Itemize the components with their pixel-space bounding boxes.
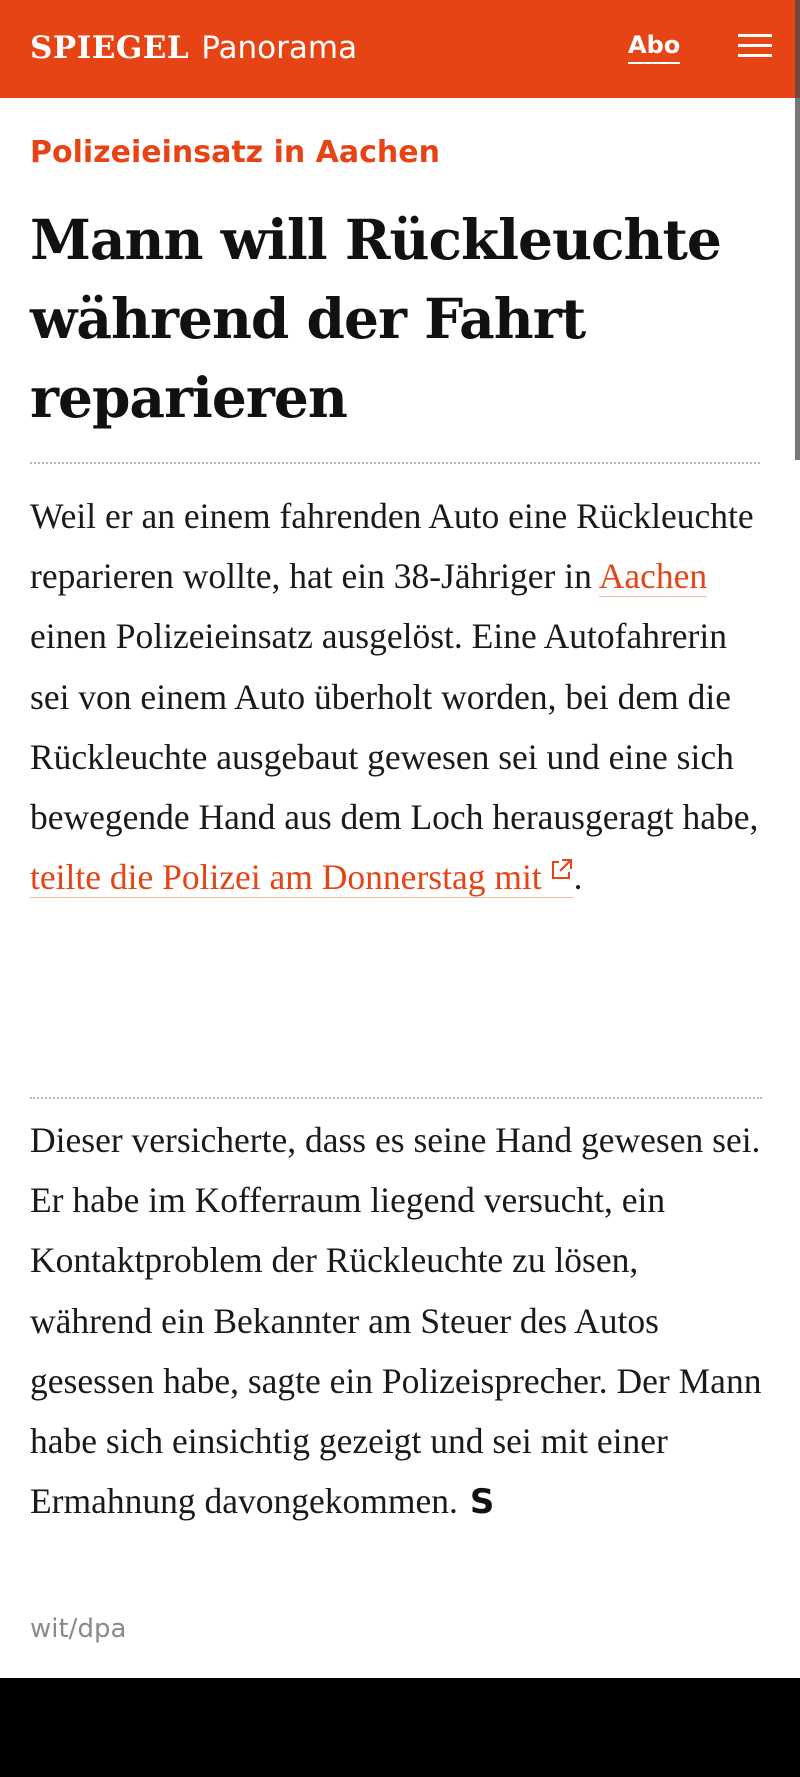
link-text[interactable]: teilte die Polizei am Donnerstag mit bbox=[30, 857, 542, 898]
link-police-statement[interactable] bbox=[30, 857, 574, 898]
article-headline: Mann will Rückleuchte während der Fahrt reparieren bbox=[30, 207, 721, 430]
top-navigation-bar bbox=[0, 0, 800, 98]
divider bbox=[30, 462, 760, 464]
link-aachen[interactable]: Aachen bbox=[598, 556, 708, 597]
external-link-icon bbox=[548, 857, 574, 883]
spiegel-end-mark-icon: S bbox=[469, 1482, 495, 1523]
scrollbar[interactable] bbox=[795, 0, 800, 460]
divider bbox=[30, 1097, 762, 1099]
paragraph-text: . bbox=[573, 857, 583, 898]
article-paragraph-2 bbox=[30, 1110, 765, 1532]
abo-link[interactable]: Abo bbox=[628, 30, 680, 64]
article-kicker: Polizeieinsatz in Aachen bbox=[30, 135, 440, 170]
paragraph-text: Dieser versicherte, dass es seine Hand gewesen sei. Er habe im Kofferraum liegend versucht, ein Kontaktproblem der Rückleuchte zu lösen, während ein Bekannter am Steuer des Autos gesessen habe, sagte ein Polizeisprecher. Der Mann habe sich einsichtig gezeigt und sei mit einer Ermahnung davongekommen. bbox=[30, 1120, 762, 1522]
hamburger-menu-icon[interactable] bbox=[738, 32, 772, 60]
article-paragraph-1 bbox=[30, 486, 765, 907]
section-name[interactable]: Panorama bbox=[201, 30, 358, 66]
brand[interactable] bbox=[30, 22, 357, 74]
spiegel-logo[interactable]: SPIEGEL bbox=[30, 30, 190, 66]
paragraph-text: Weil er an einem fahrenden Auto eine Rückleuchte reparieren wollte, hat ein 38-Jähriger in bbox=[30, 496, 754, 597]
paragraph-text: einen Polizeieinsatz ausgelöst. Eine Autofahrerin sei von einem Auto überholt worden, bei dem die Rückleuchte ausgebaut gewesen sei und eine sich bewegende Hand aus dem Loch herausgeragt habe, bbox=[30, 616, 759, 838]
article-byline: wit/dpa bbox=[30, 1614, 127, 1644]
